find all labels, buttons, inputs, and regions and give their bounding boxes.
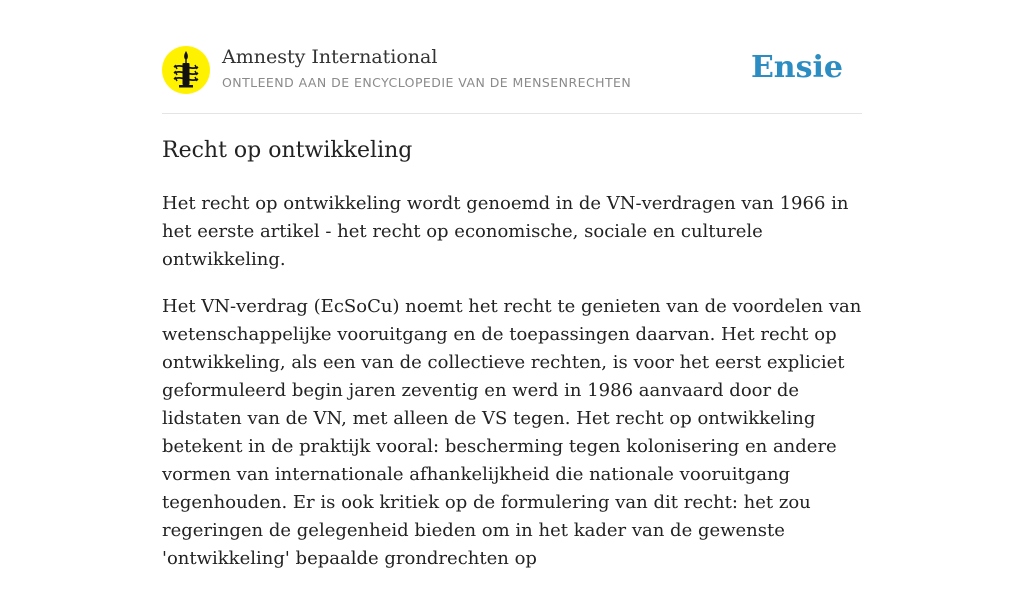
amnesty-candle-icon[interactable]: [162, 46, 210, 94]
header-divider: [162, 113, 862, 114]
source-subtitle: ONTLEEND AAN DE ENCYCLOPEDIE VAN DE MENSENRECHTEN: [222, 75, 632, 90]
ensie-brand-link[interactable]: Ensie: [750, 50, 843, 85]
article-body: [162, 190, 866, 592]
article-paragraph: Het VN-verdrag (EcSoCu) noemt het recht te genieten van de voordelen van wetenschappelijke vooruitgang en de toepassingen daarvan. Het recht op ontwikkeling, als een van de collectieve rechten, is voor het eerst expliciet geformuleerd begin jaren zeventig en werd in 1986 aanvaard door de lidstaten van de VN, met alleen de VS tegen. Het recht op ontwikkeling betekent in de praktijk vooral: bescherming tegen kolonisering en andere vormen van internationale afhankelijkheid die nationale vooruitgang tegenhouden. Er is ook kritiek op de formulering van dit recht: het zou regeringen de gelegenheid bieden om in het kader van de gewenste 'ontwikkeling' bepaalde grondrechten op: [162, 296, 862, 569]
header: [162, 46, 862, 96]
amnesty-candle-icon-graphic: [162, 46, 210, 94]
article-paragraph: Het recht op ontwikkeling wordt genoemd in de VN-verdragen van 1966 in het eerste artikel - het recht op economische, sociale en culturele ontwikkeling.: [162, 193, 849, 270]
article-title: Recht op ontwikkeling: [162, 138, 413, 163]
organization-name: Amnesty International: [222, 46, 438, 68]
